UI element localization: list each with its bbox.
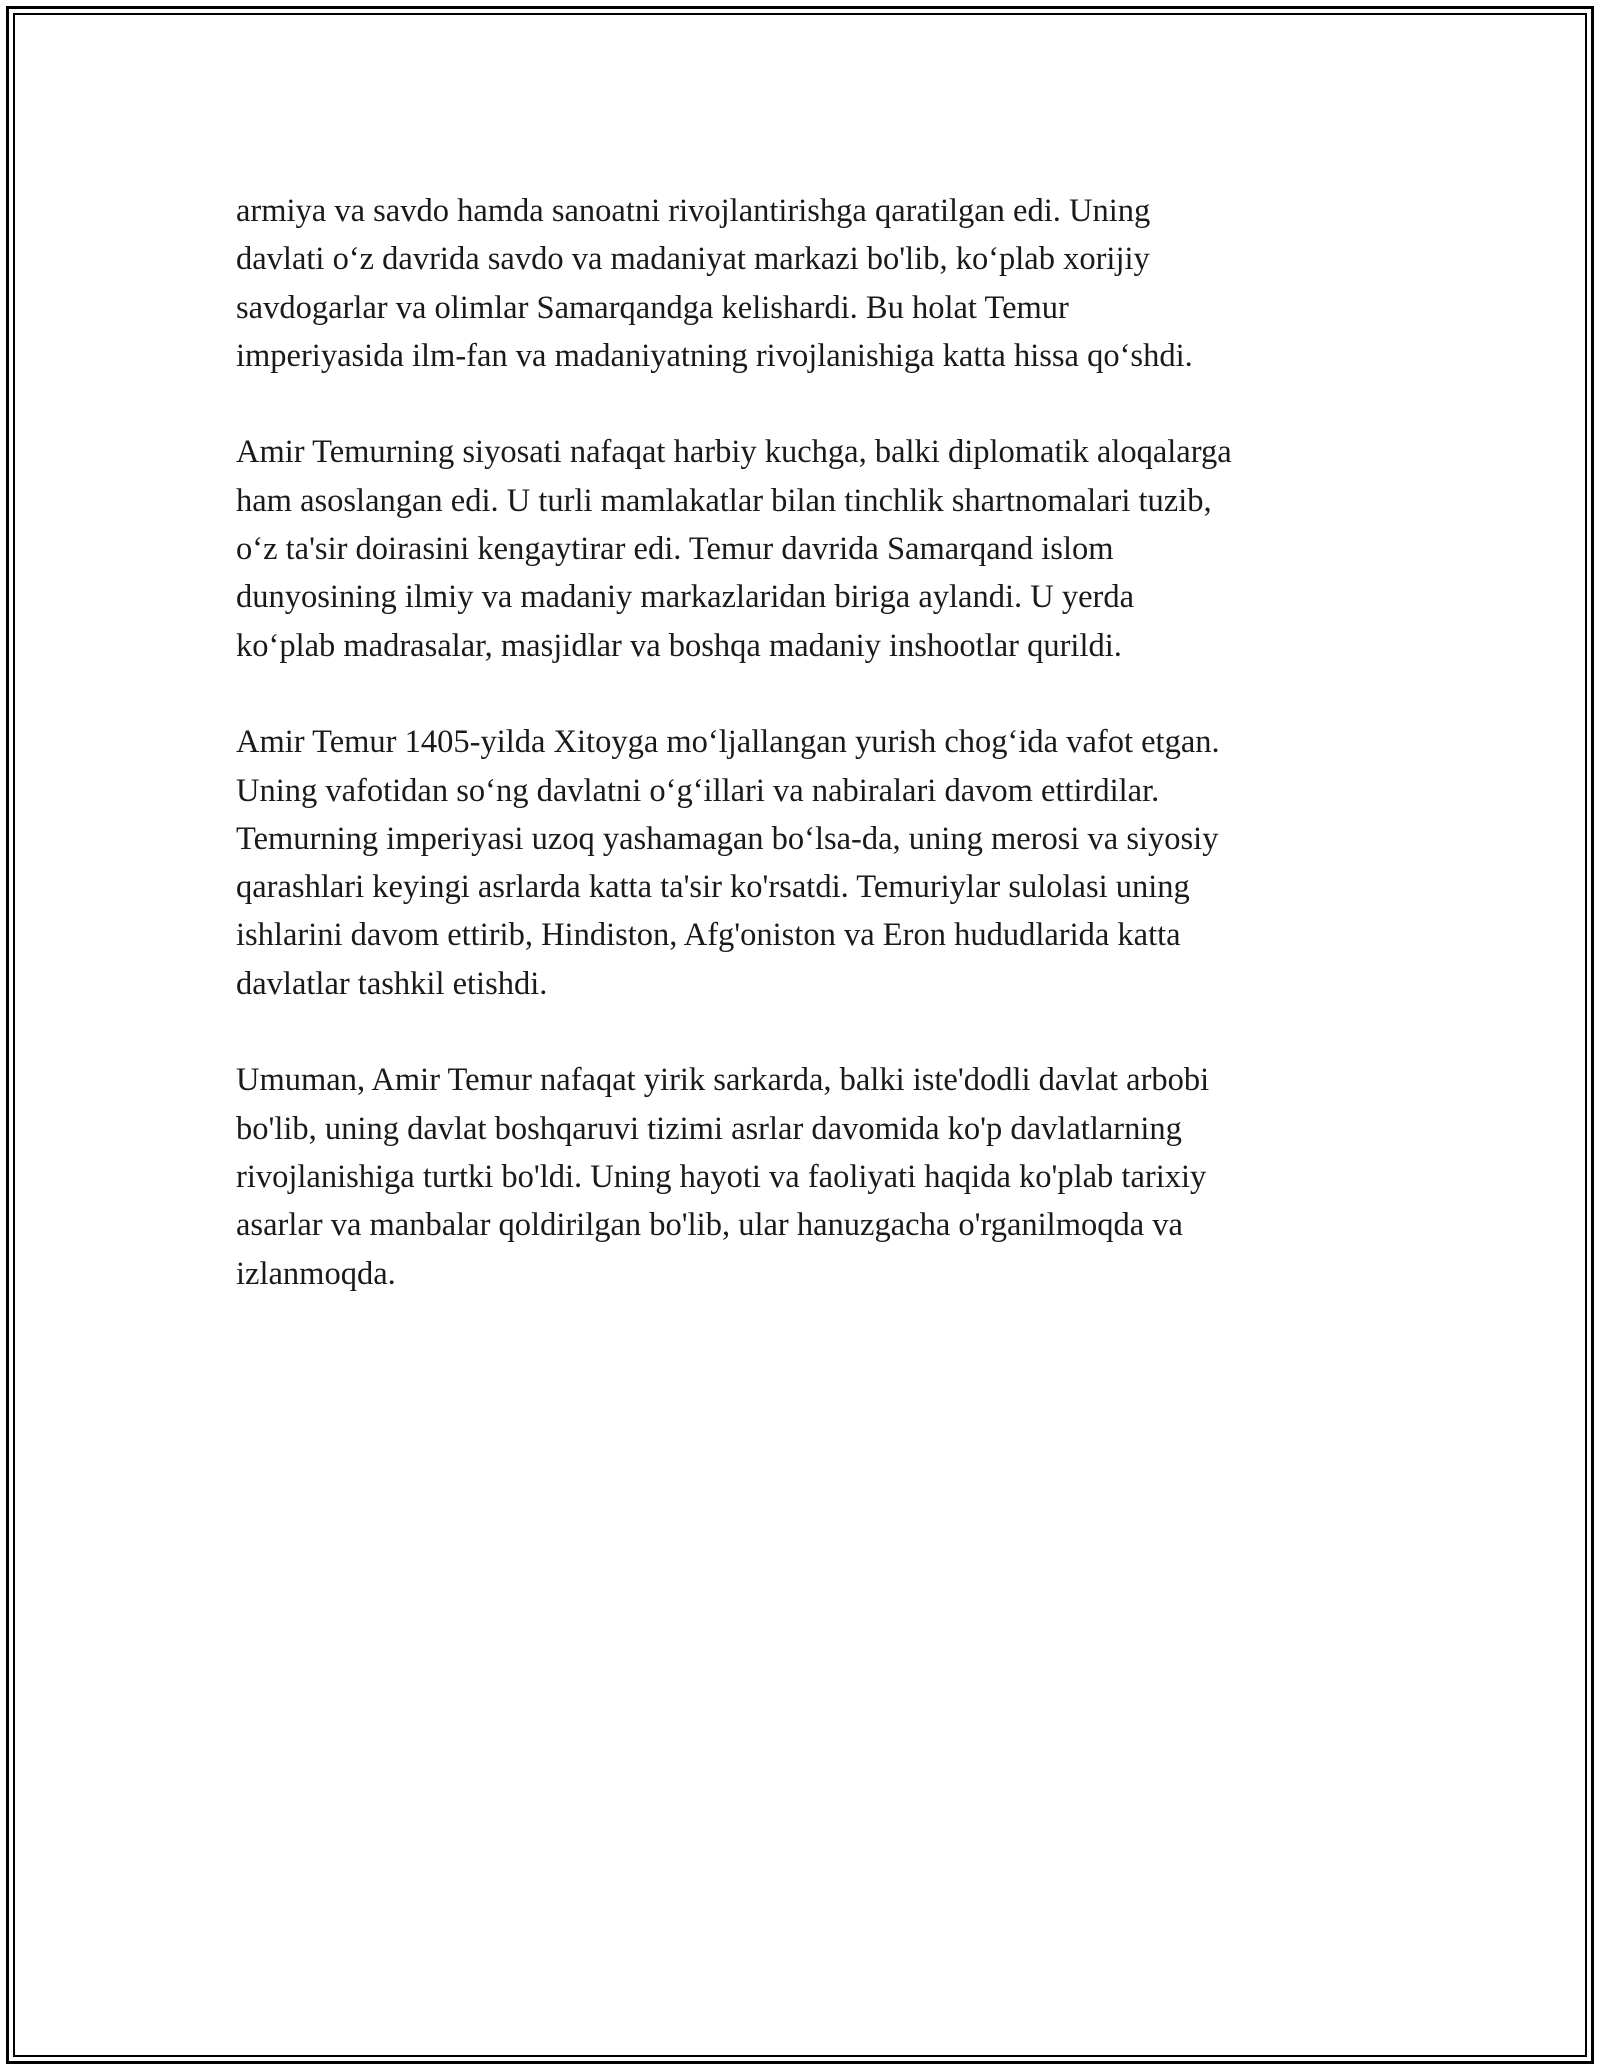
text-line: bo'lib, uning davlat boshqaruvi tizimi asrlar davomida ko'p davlatlarning [236,1110,1182,1147]
text-line: asarlar va manbalar qoldirilgan bo'lib, ular hanuzgacha o'rganilmoqda va [236,1207,1183,1244]
text-line: ishlarini davom ettirib, Hindiston, Afg'oniston va Eron hududlarida katta [236,917,1181,954]
text-line: dunyosining ilmiy va madaniy markazlaridan biriga aylandi. U yerda [236,579,1135,616]
paragraph-2 [236,428,1376,669]
text-line: davlatlar tashkil etishdi. [236,965,548,1002]
text-line: armiya va savdo hamda sanoatni rivojlantirishga qaratilgan edi. Uning [236,193,1151,229]
text-line: izlanmoqda. [236,1255,396,1292]
text-line: o‘z ta'sir doirasini kengaytirar edi. Temur davrida Samarqand islom [236,531,1114,568]
paragraph-1 [236,187,1376,380]
text-line: savdogarlar va olimlar Samarqandga kelishardi. Bu holat Temur [236,289,1069,326]
text-line: rivojlanishiga turtki bo'ldi. Uning hayoti va faoliyati haqida ko'plab tarixiy [236,1158,1207,1195]
text-line: ko‘plab madrasalar, masjidlar va boshqa madaniy inshootlar qurildi. [236,627,1122,664]
paragraph-3 [236,718,1376,1008]
text-line: imperiyasida ilm-fan va madaniyatning rivojlanishiga katta hissa qo‘shdi. [236,337,1193,374]
text-line: Uning vafotidan so‘ng davlatni o‘g‘illari va nabiralari davom ettirdilar. [236,772,1160,809]
text-line: Amir Temurning siyosati nafaqat harbiy kuchga, balki diplomatik aloqalarga [236,434,1232,471]
text-line: Amir Temur 1405-yilda Xitoyga mo‘ljallangan yurish chog‘ida vafot etgan. [236,724,1220,761]
text-line: ham asoslangan edi. U turli mamlakatlar bilan tinchlik shartnomalari tuzib, [236,482,1212,519]
document-body [236,187,1376,1346]
paragraph-4 [236,1056,1376,1297]
text-line: Umuman, Amir Temur nafaqat yirik sarkarda, balki iste'dodli davlat arbobi [236,1062,1210,1099]
text-line: Temurning imperiyasi uzoq yashamagan bo‘lsa-da, uning merosi va siyosiy [236,820,1219,857]
text-line: davlati o‘z davrida savdo va madaniyat markazi bo'lib, ko‘plab xorijiy [236,241,1150,278]
text-line: qarashlari keyingi asrlarda katta ta'sir ko'rsatdi. Temuriylar sulolasi uning [236,869,1190,906]
